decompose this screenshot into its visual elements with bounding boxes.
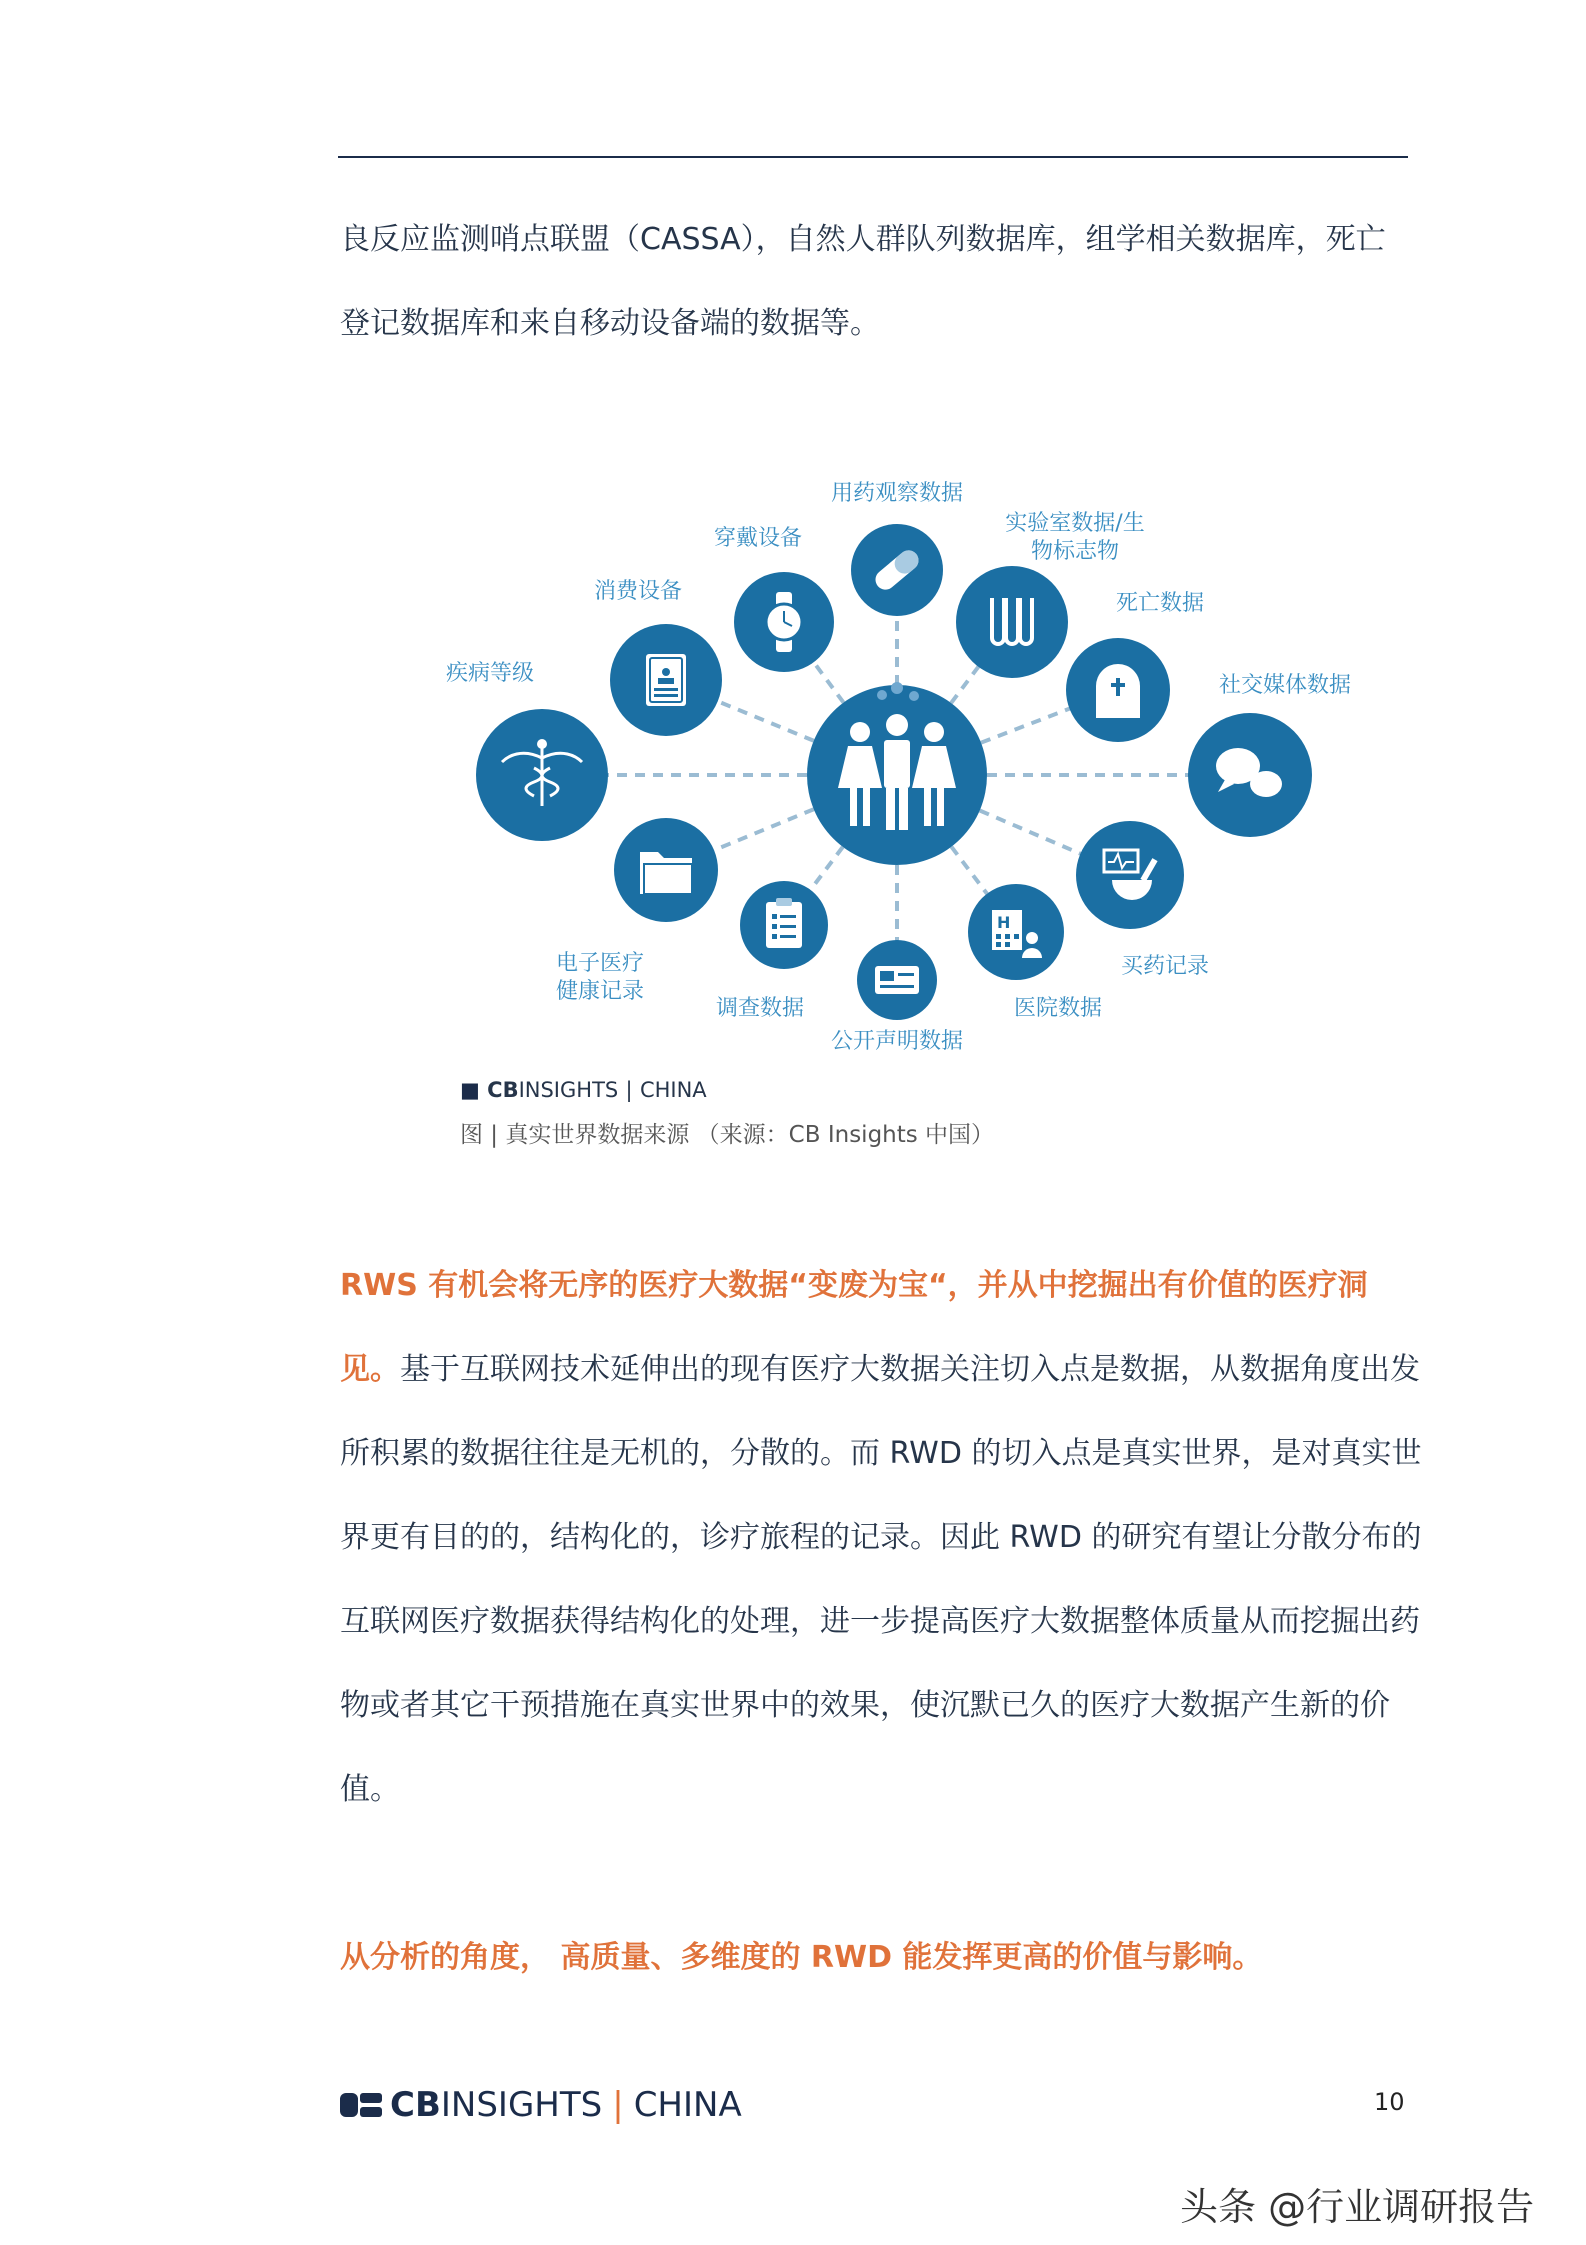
label-lab-data-2: 物标志物 <box>1030 539 1120 564</box>
pill-icon <box>851 524 943 616</box>
highlight-1-line-1: RWS 有机会将无序的医疗大数据“变废为宝“，并从中挖掘出有价值的医疗洞 <box>340 1268 1368 1303</box>
label-ehr-1: 电子医疗 <box>555 951 645 976</box>
people-hub-icon <box>807 682 987 865</box>
para-line-5: 物或者其它干预措施在真实世界中的效果，使沉默已久的医疗大数据产生新的价 <box>340 1688 1390 1723</box>
label-drug-observation: 用药观察数据 <box>830 481 964 506</box>
chat-bubbles-icon <box>1188 713 1312 837</box>
intro-line-1: 良反应监测哨点联盟（CASSA），自然人群队列数据库，组学相关数据库，死亡 <box>340 222 1386 257</box>
para-line-2: 所积累的数据往往是无机的，分散的。而 RWD 的切入点是真实世界，是对真实世 <box>340 1436 1422 1471</box>
header-rule <box>338 156 1408 158</box>
mortar-pestle-icon <box>1076 821 1184 929</box>
caduceus-icon <box>476 709 608 841</box>
test-tubes-icon <box>956 566 1068 678</box>
folder-icon <box>614 818 718 922</box>
label-social-media: 社交媒体数据 <box>1218 673 1352 698</box>
watermark: 头条 @行业调研报告 <box>1180 2185 1535 2229</box>
label-disease-grade: 疾病等级 <box>445 661 535 686</box>
label-pharmacy-records: 买药记录 <box>1120 954 1210 979</box>
tombstone-icon <box>1066 638 1170 742</box>
para-line-3: 界更有目的的，结构化的，诊疗旅程的记录。因此 RWD 的研究有望让分散分布的 <box>340 1520 1422 1555</box>
id-card-icon <box>857 940 937 1020</box>
data-sources-diagram <box>445 470 1380 1090</box>
hospital-icon <box>968 884 1064 980</box>
watch-icon <box>734 572 834 672</box>
label-survey-data: 调查数据 <box>715 996 805 1021</box>
figure-source-logo: ■ CBINSIGHTS | CHINA <box>460 1078 707 1102</box>
label-consumer-devices: 消费设备 <box>593 579 683 604</box>
label-wearables: 穿戴设备 <box>713 526 803 551</box>
label-public-statements: 公开声明数据 <box>830 1029 964 1054</box>
para-line-1: 见。基于互联网技术延伸出的现有医疗大数据关注切入点是数据，从数据角度出发 <box>340 1352 1420 1387</box>
clipboard-icon <box>740 881 828 969</box>
label-lab-data-1: 实验室数据/生 <box>1005 511 1145 536</box>
para-line-4: 互联网医疗数据获得结构化的处理，进一步提高医疗大数据整体质量从而挖掘出药 <box>340 1604 1420 1639</box>
label-hospital-data: 医院数据 <box>1013 996 1103 1021</box>
cb-logo-icon: ■ <box>460 1078 480 1102</box>
footer-logo: CB INSIGHTS | CHINA <box>340 2085 742 2125</box>
figure-caption: 图 | 真实世界数据来源 （来源：CB Insights 中国） <box>460 1122 995 1148</box>
label-death-data: 死亡数据 <box>1115 591 1205 616</box>
highlight-2: 从分析的角度， 高质量、多维度的 RWD 能发挥更高的价值与影响。 <box>340 1940 1263 1975</box>
intro-line-2: 登记数据库和来自移动设备端的数据等。 <box>340 306 880 341</box>
svg-text:H: H <box>997 913 1011 932</box>
cb-logo-icon <box>340 2089 384 2121</box>
document-icon <box>610 624 722 736</box>
para-line-6: 值。 <box>340 1772 400 1807</box>
label-ehr-2: 健康记录 <box>555 979 645 1004</box>
page-number: 10 <box>1374 2088 1405 2116</box>
